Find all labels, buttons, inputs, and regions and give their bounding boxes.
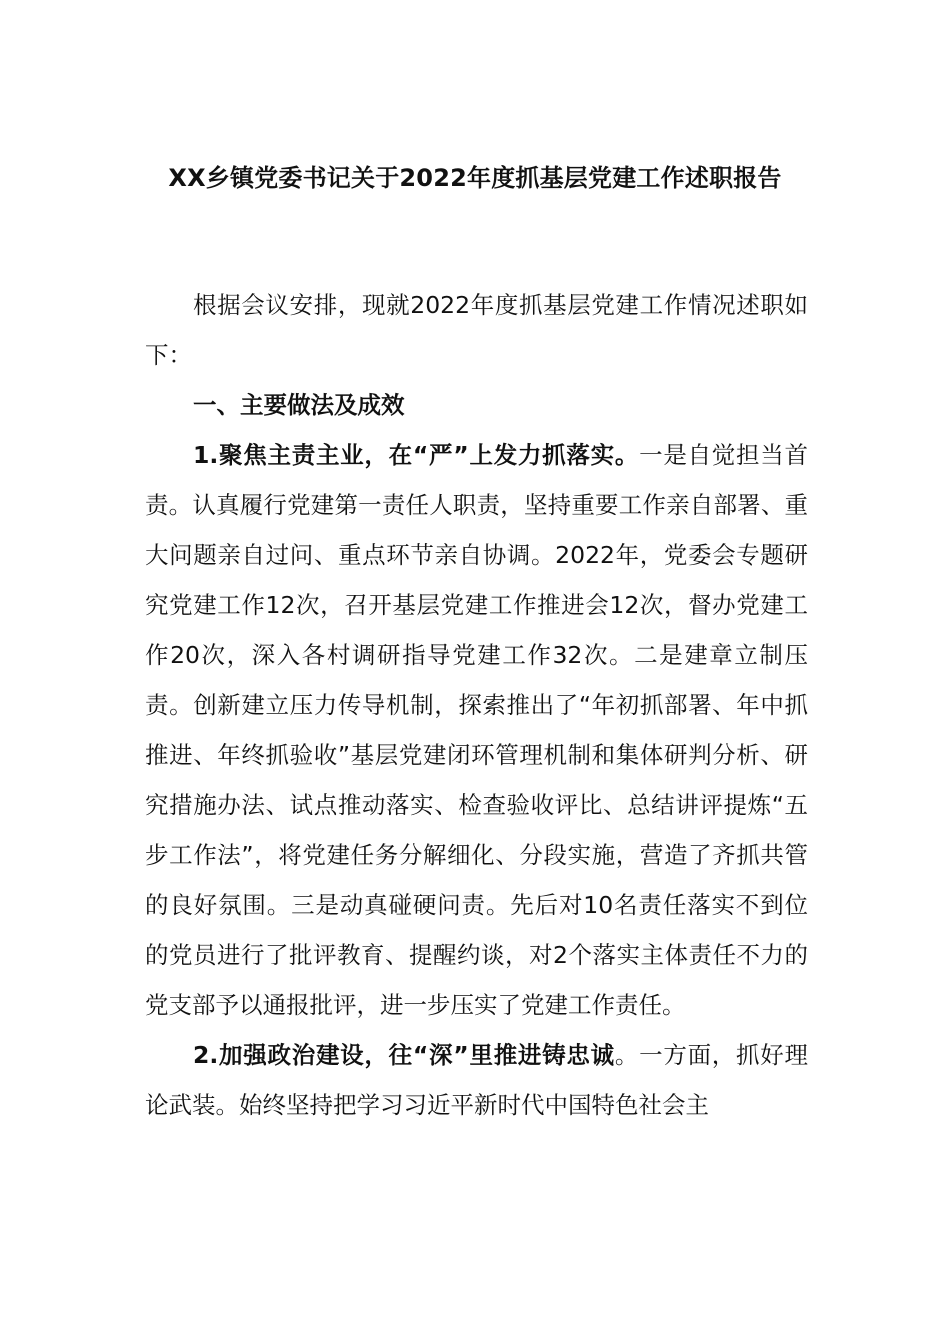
paragraph-item-2 xyxy=(145,1030,808,1130)
paragraph-item-1 xyxy=(145,430,808,1030)
item-1-text: 一是自觉担当首责。认真履行党建第一责任人职责，坚持重要工作亲自部署、重大问题亲自过问、重点环节亲自协调。2022年，党委会专题研究党建工作12次，召开基层党建工作推进会12次，督办党建工作20次，深入各村调研指导党建工作32次。二是建章立制压责。创新建立压力传导机制，探索推出了“年初抓部署、年中抓推进、年终抓验收”基层党建闭环管理机制和集体研判分析、研究措施办法、试点推动落实、检查验收评比、总结讲评提炼“五步工作法”，将党建任务分解细化、分段实施，营造了齐抓共管的良好氛围。三是动真碰硬问责。先后对10名责任落实不到位的党员进行了批评教育、提醒约谈，对2个落实主体责任不力的党支部予以通报批评，进一步压实了党建工作责任。 xyxy=(145,441,809,1019)
document-body xyxy=(145,280,808,1130)
document-title: XX乡镇党委书记关于2022年度抓基层党建工作述职报告 xyxy=(168,164,782,192)
intro-paragraph: 根据会议安排，现就2022年度抓基层党建工作情况述职如下： xyxy=(145,291,808,369)
section-heading: 一、主要做法及成效 xyxy=(193,391,405,419)
item-1-lead: 1.聚焦主责主业，在“严”上发力抓落实。 xyxy=(193,441,640,469)
item-2-text: 。一方面，抓好理论武装。始终坚持把学习习近平新时代中国特色社会主 xyxy=(145,1041,809,1119)
item-2-lead: 2.加强政治建设，往“深”里推进铸忠诚 xyxy=(193,1041,615,1069)
